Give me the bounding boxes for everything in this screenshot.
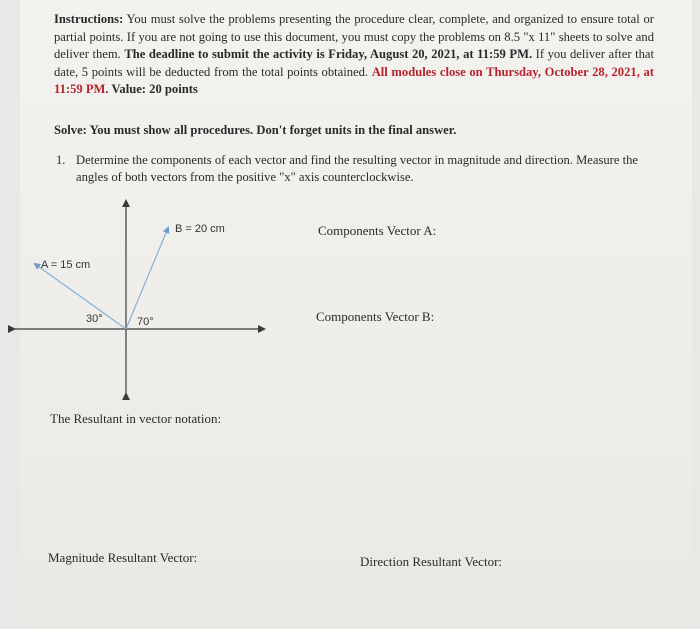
- problem-number: 1.: [56, 153, 66, 167]
- vector-a-label: A = 15 cm: [41, 259, 91, 271]
- components-vector-b: Components Vector B:: [316, 309, 435, 324]
- instructions-text-1: You must solve the problems presenting the procedure clear, complete, and organized to ensure total or partial points. If you are not going to use this document, you must copy the problems on 8.5 "x 11" sheets to solve and deliver them.: [54, 12, 654, 61]
- vector-a: [35, 264, 126, 329]
- resultant-vector-notation: The Resultant in vector notation:: [50, 411, 222, 426]
- solve-label: Solve:: [54, 123, 87, 137]
- vector-b-label: B = 20 cm: [175, 223, 225, 235]
- magnitude-resultant: Magnitude Resultant Vector:: [48, 550, 198, 565]
- solve-text: You must show all procedures. Don't forget units in the final answer.: [86, 123, 457, 137]
- instructions-label: Instructions:: [54, 12, 124, 26]
- problem-text: Determine the components of each vector and find the resulting vector in magnitude and direction. Measure the angles of both vectors from the positive "x" axis counterclockwise.: [76, 153, 638, 184]
- vector-b: [126, 228, 168, 329]
- angle-a-label: 30°: [86, 313, 103, 325]
- deadline-text: The deadline to submit the activity is Friday, August 20, 2021, at 11:59 PM.: [124, 47, 533, 61]
- direction-resultant: Direction Resultant Vector:: [360, 554, 503, 569]
- value-text: Value: 20 points: [108, 82, 198, 96]
- instructions-text-2: If you deliver after that date, 5 points will be deducted from the total points obtained.: [54, 47, 654, 79]
- components-vector-a: Components Vector A:: [318, 223, 437, 238]
- modules-close-text: All modules close on Thursday, October 28, 2021, at 11:59 PM.: [54, 64, 654, 96]
- angle-b-label: 70°: [137, 316, 154, 328]
